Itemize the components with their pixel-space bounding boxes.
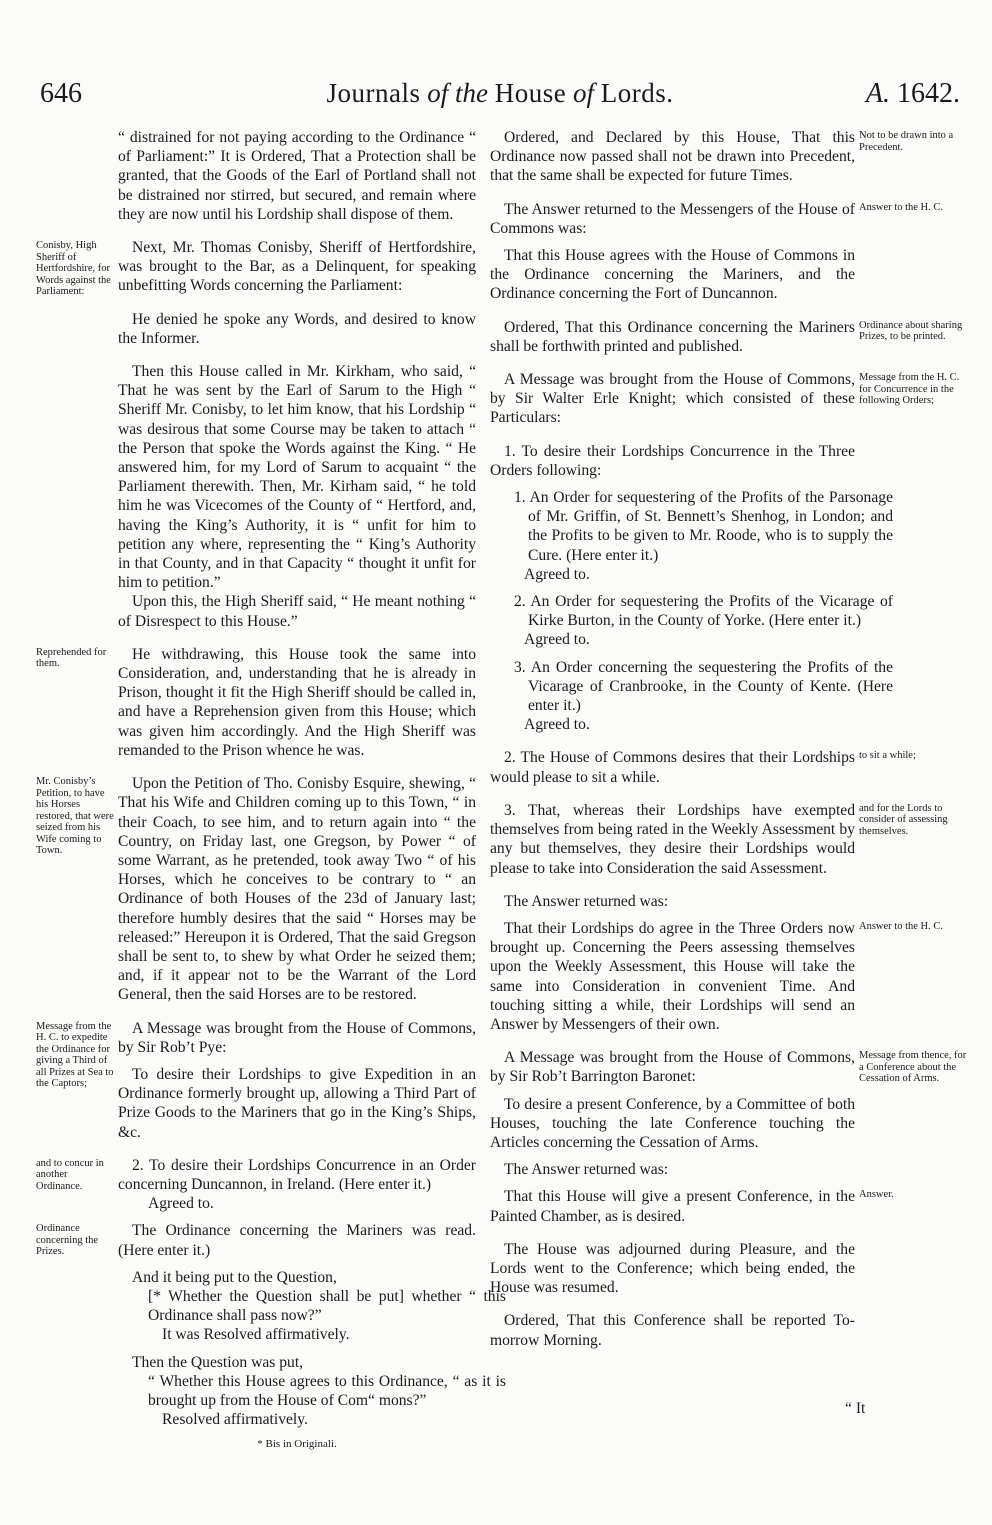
margin-note: Mr. Conisby’s Petition, to have his Horses restored, that were seized from his Wife coming to Town. (36, 776, 114, 857)
paragraph: [* Whether the Question shall be put] whether “ this Ordinance shall pass now?” (148, 1287, 506, 1325)
agreed-line: Agreed to. (524, 716, 590, 734)
paragraph: 3. That, whereas their Lordships have exempted themselves from being rated in the Weekly Assessment by any but themselves, they desire their Lordships would please to take into Consideration the said Assessment. (490, 801, 855, 877)
paragraph: The House was adjourned during Pleasure, and the Lords went to the Conference; which being ended, the House was resumed. (490, 1240, 855, 1297)
year-prefix: A. (865, 78, 890, 109)
margin-note: Not to be drawn into a Precedent. (859, 130, 954, 153)
year-heading (866, 78, 960, 110)
footnote: * Bis in Originali. (257, 1438, 337, 1451)
order-item: 3. An Order concerning the sequestering the Profits of the Vicarage of Cranbrooke, in the County of Kente. (Here enter it.) (514, 658, 893, 715)
margin-note: Answer to the H. C. (859, 201, 943, 213)
paragraph: A Message was brought from the House of Commons, by Sir Walter Erle Knight; which consisted of these Particulars: (490, 371, 855, 427)
agreed-line: Agreed to. (148, 1195, 214, 1213)
year-value: 1642. (897, 78, 960, 109)
running-title (36, 78, 964, 109)
paragraph: Ordered, and Declared by this House, That this Ordinance now passed shall not be drawn into Precedent, that the same shall be expected for future Times. (490, 129, 855, 185)
margin-note: Ordinance concerning the Prizes. (36, 1223, 99, 1258)
paragraph: He withdrawing, this House took the same into Consideration, and, understanding that he is already in Prison, thought it fit the High Sheriff should be called in, and have a Reprehension given from this House; which was given him accordingly. And the High Sheriff was remanded to the Prison whence he was. (118, 645, 476, 759)
paragraph: A Message was brought from the House of Commons, by Sir Rob’t Pye: (118, 1019, 476, 1056)
margin-note: Message from the H. C. for Concurrence in the following Orders; (859, 372, 960, 407)
paragraph: 2. To desire their Lordships Concurrence in an Order concerning Duncannon, in Ireland. (Here enter it.) (118, 1156, 476, 1193)
left-column (36, 128, 506, 1455)
paragraph: Then the Question was put, (132, 1353, 304, 1371)
paragraph: Then this House called in Mr. Kirkham, who said, “ That he was sent by the Earl of Sarum to the High “ Sheriff Mr. Conisby, to let him know, that his Lordship “ was desirous that some Course may be taken to attach “ the Person that spoke the Words against the King. “ He answered him, for my Lord of Sarum to acquaint “ the Parliament therewith. Then, Mr. Kirham said, “ he told him he was Vicecomes of the County of “ Hertford, and, having the King’s Authority, it is “ unfit for him to petition any where, representing the “ King’s Authority in that County, and in that Capacity “ thought it unfit for him to petition.” (118, 363, 476, 592)
margin-note: and for the Lords to consider of assessing themselves. (859, 802, 948, 837)
title-word: Journals (326, 78, 421, 108)
page-header (36, 78, 964, 118)
paragraph: Ordered, That this Conference shall be reported To-morrow Morning. (490, 1312, 855, 1349)
right-column (490, 128, 970, 1350)
margin-note: Message from the H. C. to expedite the Ordinance for giving a Third of all Prizes at Sea to the Captors; (36, 1020, 114, 1090)
margin-note: Answer to the H. C. (859, 920, 943, 932)
paragraph: A Message was brought from the House of Commons, by Sir Rob’t Barrington Baronet: (490, 1049, 855, 1086)
paragraph: Next, Mr. Thomas Conisby, Sheriff of Hertfordshire, was brought to the Bar, as a Delinquent, for speaking unbefitting Words concerning the Parliament: (118, 239, 476, 295)
order-item: 2. An Order for sequestering the Profits of the Vicarage of Kirke Burton, in the County of Yorke. (Here enter it.) (514, 593, 893, 630)
paragraph: Upon the Petition of Tho. Conisby Esquire, shewing, “ That his Wife and Children coming up to this Town, “ in their Coach, to see him, and to return again into “ the Country, on Friday last, one Gregson, by Power “ of some Warrant, as he pretended, took away Two “ of his Horses, which he conceives to be contrary to “ an Ordinance of both Houses of the 23d of January last; therefore humbly desires that the said “ Horses may be released:” Hereupon it is Ordered, That the said Gregson shall be sent to, to shew by what Order he seized them; and, if it appear not to be the Warrant of the Lord General, then the said Horses are to be restored. (118, 775, 476, 1004)
catchword: “ It (845, 1400, 866, 1417)
paragraph: That this House will give a present Conference, in the Painted Chamber, as is desired. (490, 1188, 855, 1225)
margin-note: to sit a while; (859, 750, 916, 762)
paragraph: That their Lordships do agree in the Three Orders now brought up. Concerning the Peers assessing themselves upon the Weekly Assessment, this House will take the same into Consideration in convenient Time. And touching sitting a while, their Lordships will send an Answer by Messengers of their own. (490, 919, 855, 1033)
agreed-line: Agreed to. (524, 565, 590, 583)
paragraph: To desire their Lordships to give Expedition in an Ordinance formerly brought up, allowing a Third Part of Prize Goods to the Mariners that go in the King’s Ships, &c. (118, 1065, 476, 1141)
paragraph: Resolved affirmatively. (162, 1411, 308, 1429)
title-word: of (427, 78, 449, 108)
paragraph: “ Whether this House agrees to this Ordinance, “ as it is brought up from the House of Com“ mons?” (148, 1372, 506, 1409)
title-word: Lords. (600, 78, 674, 108)
paragraph: 2. The House of Commons desires that their Lordships would please to sit a while. (490, 749, 855, 786)
margin-note: Message from thence, for a Conference about the Cessation of Arms. (859, 1050, 967, 1085)
margin-note: Answer. (859, 1189, 894, 1201)
paragraph: He denied he spoke any Words, and desired to know the Informer. (118, 310, 476, 347)
paragraph: 1. To desire their Lordships Concurrence in the Three Orders following: (490, 442, 855, 479)
title-word: the (455, 78, 488, 108)
paragraph: The Answer returned was: (504, 1161, 669, 1179)
paragraph: It was Resolved affirmatively. (162, 1326, 350, 1344)
paragraph: To desire a present Conference, by a Committee of both Houses, touching the late Conference touching the Articles concerning the Cessation of Arms. (490, 1095, 855, 1151)
paragraph: The Answer returned was: (504, 892, 669, 910)
paragraph: The Ordinance concerning the Mariners was read. (Here enter it.) (118, 1222, 476, 1259)
paragraph: “ distrained for not paying according to the Ordinance “ of Parliament:” It is Ordered, That a Protection shall be granted, that the Goods of the Earl of Portland shall not be distrained nor stirred, but secured, and remain where they are now until his Lordship shall dispose of them. (118, 129, 476, 223)
paragraph: Ordered, That this Ordinance concerning the Mariners shall be forthwith printed and published. (490, 318, 855, 355)
paragraph: The Answer returned to the Messengers of the House of Commons was: (490, 200, 855, 237)
agreed-line: Agreed to. (524, 631, 590, 649)
margin-note: Ordinance about sharing Prizes, to be printed. (859, 319, 963, 343)
order-item: 1. An Order for sequestering of the Profits of the Parsonage of Mr. Griffin, of St. Bennett’s Shenhog, in London; and the Profits to be given to Mr. Roode, who is to supply the Cure. (Here enter it.) (514, 489, 893, 564)
paragraph: And it being put to the Question, (132, 1268, 337, 1286)
paragraph: That this House agrees with the House of Commons in the Ordinance concerning the Mariners, and the Ordinance concerning the Fort of Duncannon. (490, 247, 855, 303)
margin-note: and to concur in another Ordinance. (36, 1157, 104, 1192)
page-number: 646 (40, 78, 82, 109)
margin-note: Conisby, High Sheriff of Hertfordshire, for Words against the Parliament: (36, 240, 111, 298)
title-word: House (494, 78, 567, 108)
margin-note: Reprehended for them. (36, 646, 107, 670)
title-word: of (573, 78, 595, 108)
paragraph: Upon this, the High Sheriff said, “ He meant nothing “ of Disrespect to this House.” (118, 593, 476, 630)
